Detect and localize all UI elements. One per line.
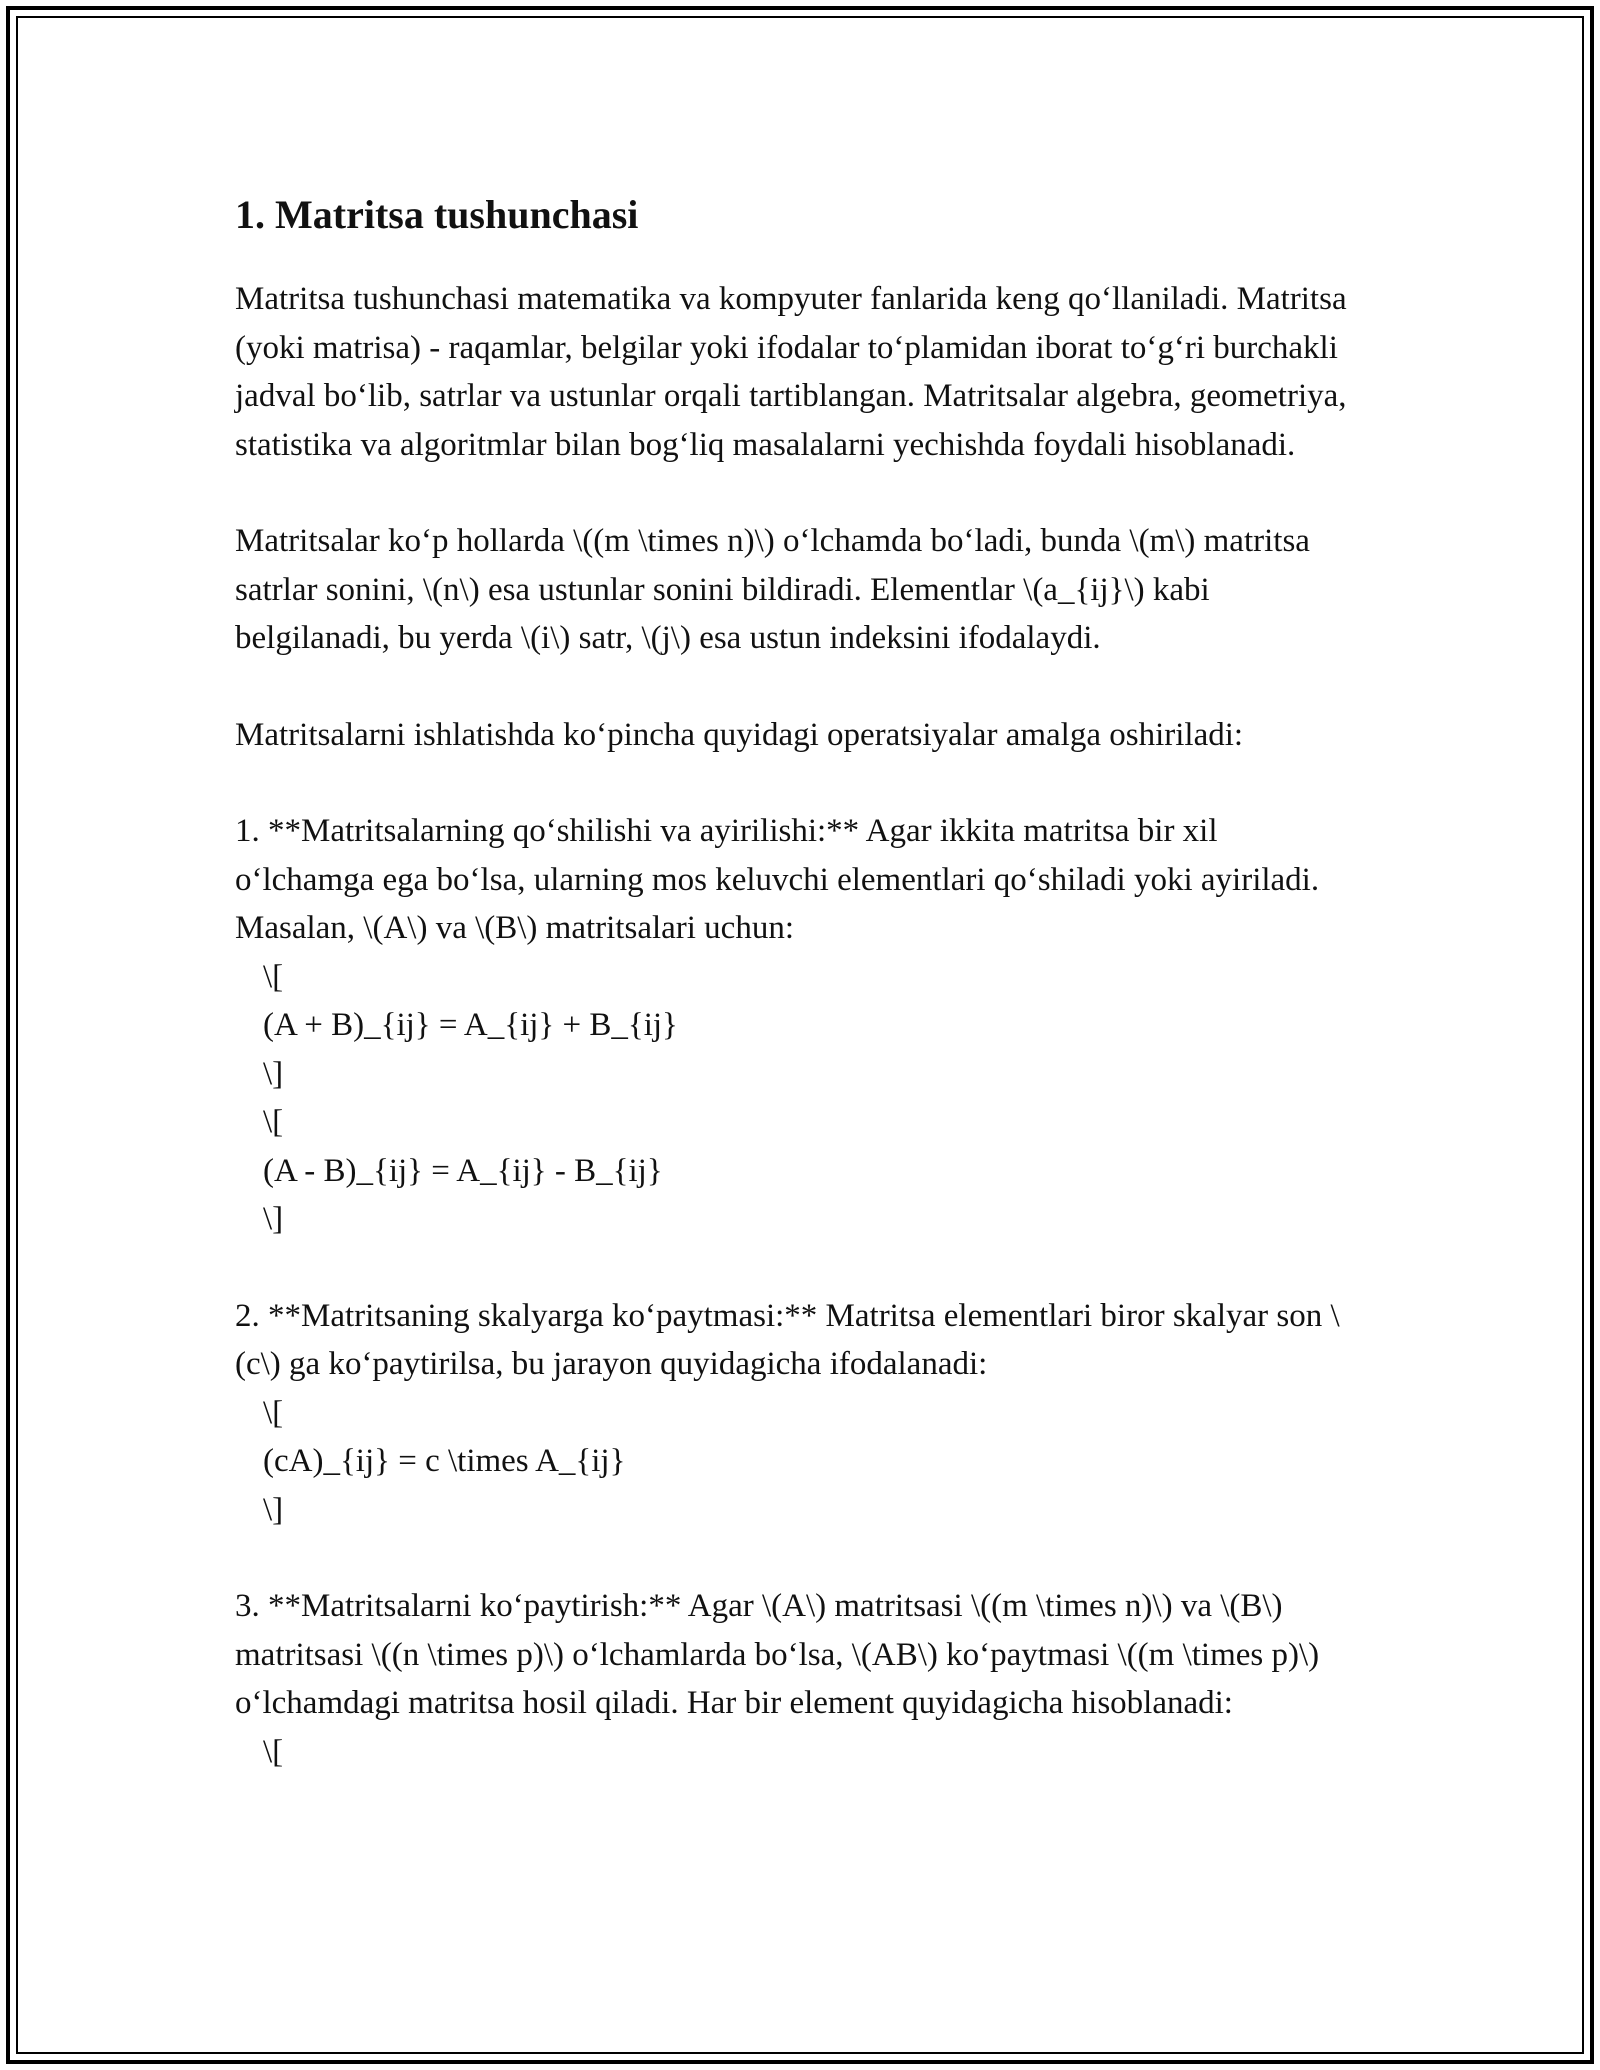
document-body xyxy=(235,185,1365,1824)
equation-line: (cA)_{ij} = c \times A_{ij} xyxy=(263,1443,626,1479)
equation-line: \[ xyxy=(263,958,284,995)
equation-line: (A + B)_{ij} = A_{ij} + B_{ij} xyxy=(263,1007,678,1043)
section-heading: 1. Matritsa tushunchasi xyxy=(235,192,639,237)
list-item-addition xyxy=(235,807,1365,1244)
list-item-text: 1. **Matritsalarning qo‘shilishi va ayirilishi:** Agar ikkita matritsa bir xil o‘lchamga ega bo‘lsa, ularning mos keluvchi elementlari qo‘shiladi yoki ayiriladi. Masalan, \(A\) va \(B\) matritsalari uchun: xyxy=(235,813,1320,946)
list-item-multiplication xyxy=(235,1582,1365,1776)
equation-line: \] xyxy=(263,1201,284,1237)
equation-line: \[ xyxy=(263,1104,284,1140)
paragraph-intro: Matritsa tushunchasi matematika va kompyuter fanlarida keng qo‘llaniladi. Matritsa (yoki matrisa) - raqamlar, belgilar yoki ifodalar to‘plamidan iborat to‘g‘ri burchakli jadval bo‘lib, satrlar va ustunlar orqali tartiblangan. Matritsalar algebra, geometriya, statistika va algoritmlar bilan bog‘liq masalalarni yechishda foydali hisoblanadi. xyxy=(235,281,1347,463)
list-item-text: 2. **Matritsaning skalyarga ko‘paytmasi:** Matritsa elementlari biror skalyar son \(c\) ga ko‘paytirilsa, bu jarayon quyidagicha ifodalanadi: xyxy=(235,1297,1340,1382)
equation-line: \] xyxy=(263,1055,284,1092)
equation-line: \[ xyxy=(263,1394,284,1431)
paragraph-operations-intro: Matritsalarni ishlatishda ko‘pincha quyidagi operatsiyalar amalga oshiriladi: xyxy=(235,716,1244,753)
list-item-scalar xyxy=(235,1292,1365,1535)
list-item-text: 3. **Matritsalarni ko‘paytirish:** Agar \(A\) matritsasi \((m \times n)\) va \(B\) matritsasi \((n \times p)\) o‘lchamlarda bo‘lsa, \(AB\) ko‘paytmasi \((m \times p)\) o‘lchamdagi matritsa hosil qiladi. Har bir element quyidagicha hisoblanadi: xyxy=(235,1588,1320,1721)
equation-line: (A - B)_{ij} = A_{ij} - B_{ij} xyxy=(263,1152,663,1189)
paragraph-dimensions: Matritsalar ko‘p hollarda \((m \times n)\) o‘lchamda bo‘ladi, bunda \(m\) matritsa satrlar sonini, \(n\) esa ustunlar sonini bildiradi. Elementlar \(a_{ij}\) kabi belgilanadi, bu yerda \(i\) satr, \(j\) esa ustun indeksini ifodalaydi. xyxy=(235,523,1310,656)
equation-line: \] xyxy=(263,1491,284,1528)
equation-line: \[ xyxy=(263,1733,284,1770)
